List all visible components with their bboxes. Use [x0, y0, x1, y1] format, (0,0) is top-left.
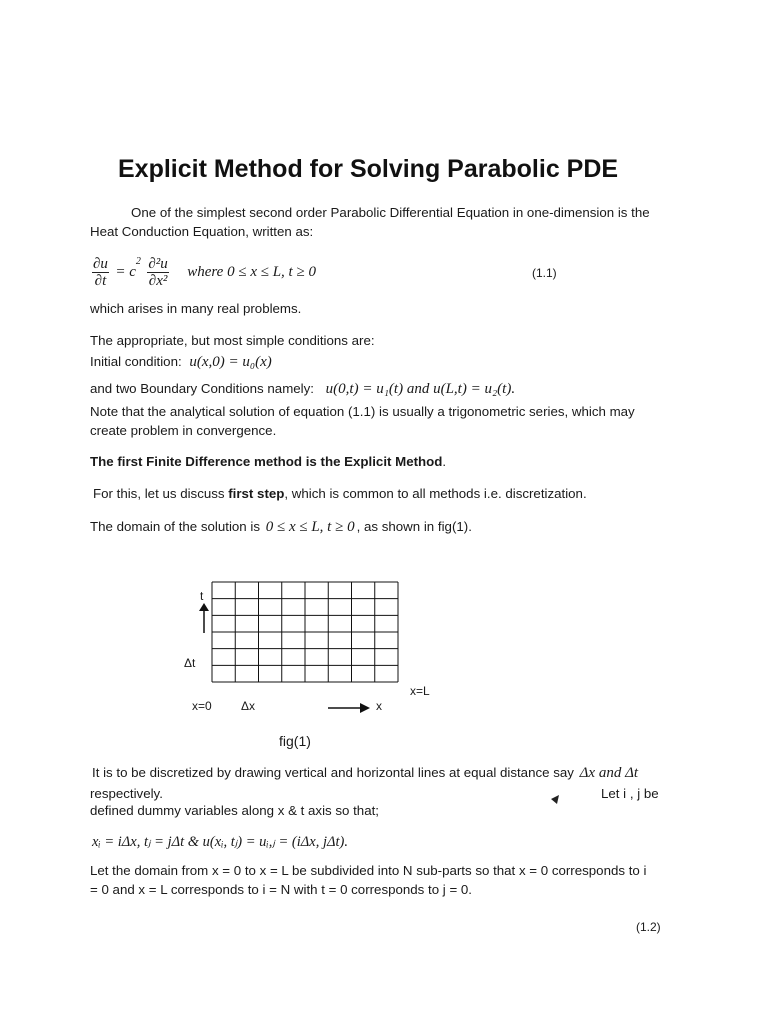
- discuss-bold: first step: [228, 486, 285, 501]
- discuss-pre: For this, let us discuss: [93, 486, 229, 501]
- first-method-bold: The first Finite Difference method is the Explicit Method: [90, 454, 443, 469]
- du-dt-fraction: $\frac{\partial u}{\partial t}$: [93, 256, 108, 289]
- boundary-equation: u(0,t) = u₁(t) and u(L,t) = u₂(t).: [325, 381, 516, 397]
- x-axis-label: x: [376, 699, 382, 713]
- discretization-grid: [211, 581, 399, 683]
- discretize-sentence: [92, 763, 638, 783]
- variables-equation: xᵢ = iΔx, tⱼ = jΔt & u(xᵢ, tⱼ) = uᵢ,ⱼ = (iΔx, jΔt).: [92, 834, 348, 850]
- x-equals-0-label: x=0: [192, 699, 212, 713]
- note-line-2: create problem in convergence.: [90, 423, 277, 438]
- page-title: Explicit Method for Solving Parabolic PDE: [118, 155, 619, 183]
- let-domain-line-1: Let the domain from x = 0 to x = L be subdivided into N sub-parts so that x = 0 corresponds to i: [90, 863, 647, 878]
- equals-c: = c: [115, 264, 136, 280]
- equation-number-1-1: (1.1): [532, 266, 557, 280]
- d2u-dx2-fraction: $\frac{\text{∂²u}}{\text{∂x²}}$: [148, 256, 168, 289]
- initial-condition: [90, 352, 272, 372]
- dt-label: Δt: [184, 656, 196, 670]
- t-axis-arrow-icon: [198, 603, 210, 635]
- x-equals-L-label: x=L: [410, 684, 430, 698]
- c-exponent: 2: [135, 256, 141, 268]
- conditions-intro: The appropriate, but most simple conditions are:: [90, 333, 375, 348]
- heat-equation: [90, 256, 316, 289]
- domain-condition: where 0 ≤ x ≤ L, t ≥ 0: [187, 264, 316, 280]
- t-axis-label: t: [200, 589, 204, 603]
- domain-equation: 0 ≤ x ≤ L, t ≥ 0: [265, 519, 355, 535]
- boundary-label: and two Boundary Conditions namely:: [90, 381, 314, 396]
- dx-label: Δx: [241, 699, 256, 713]
- discuss-paragraph: [93, 484, 587, 503]
- arises-text: which arises in many real problems.: [90, 301, 302, 316]
- first-method-heading: [90, 452, 446, 471]
- initial-label: Initial condition:: [90, 354, 182, 369]
- first-method-period: .: [442, 454, 447, 469]
- domain-sentence: [90, 517, 472, 537]
- note-line-1: Note that the analytical solution of equation (1.1) is usually a trigonometric series, which may: [90, 404, 635, 419]
- discretize-equation: Δx and Δt: [579, 765, 639, 781]
- let-domain-line-2: = 0 and x = L corresponds to i = N with t = 0 corresponds to j = 0.: [90, 882, 473, 897]
- domain-pre: The domain of the solution is: [90, 519, 261, 534]
- intro-line-1: One of the simplest second order Parabolic Differential Equation in one-dimension is the: [131, 205, 650, 220]
- let-ij-text: Let i , j be: [601, 786, 659, 801]
- x-axis-arrow-icon: [328, 702, 370, 714]
- boundary-conditions: [90, 379, 515, 399]
- intro-line-2: Heat Conduction Equation, written as:: [90, 224, 314, 239]
- discuss-post: , which is common to all methods i.e. discretization.: [284, 486, 587, 501]
- initial-equation: u(x,0) = u₀(x): [189, 354, 272, 370]
- defined-line: defined dummy variables along x & t axis so that;: [90, 803, 379, 818]
- equation-number-1-2: (1.2): [636, 920, 661, 934]
- cursor-arrow-icon: [551, 795, 561, 805]
- figure-caption: fig(1): [279, 733, 311, 749]
- discretize-pre: It is to be discretized by drawing vertical and horizontal lines at equal distance say: [92, 765, 574, 780]
- respectively-text: respectively.: [90, 786, 163, 801]
- domain-post: , as shown in fig(1).: [356, 519, 472, 534]
